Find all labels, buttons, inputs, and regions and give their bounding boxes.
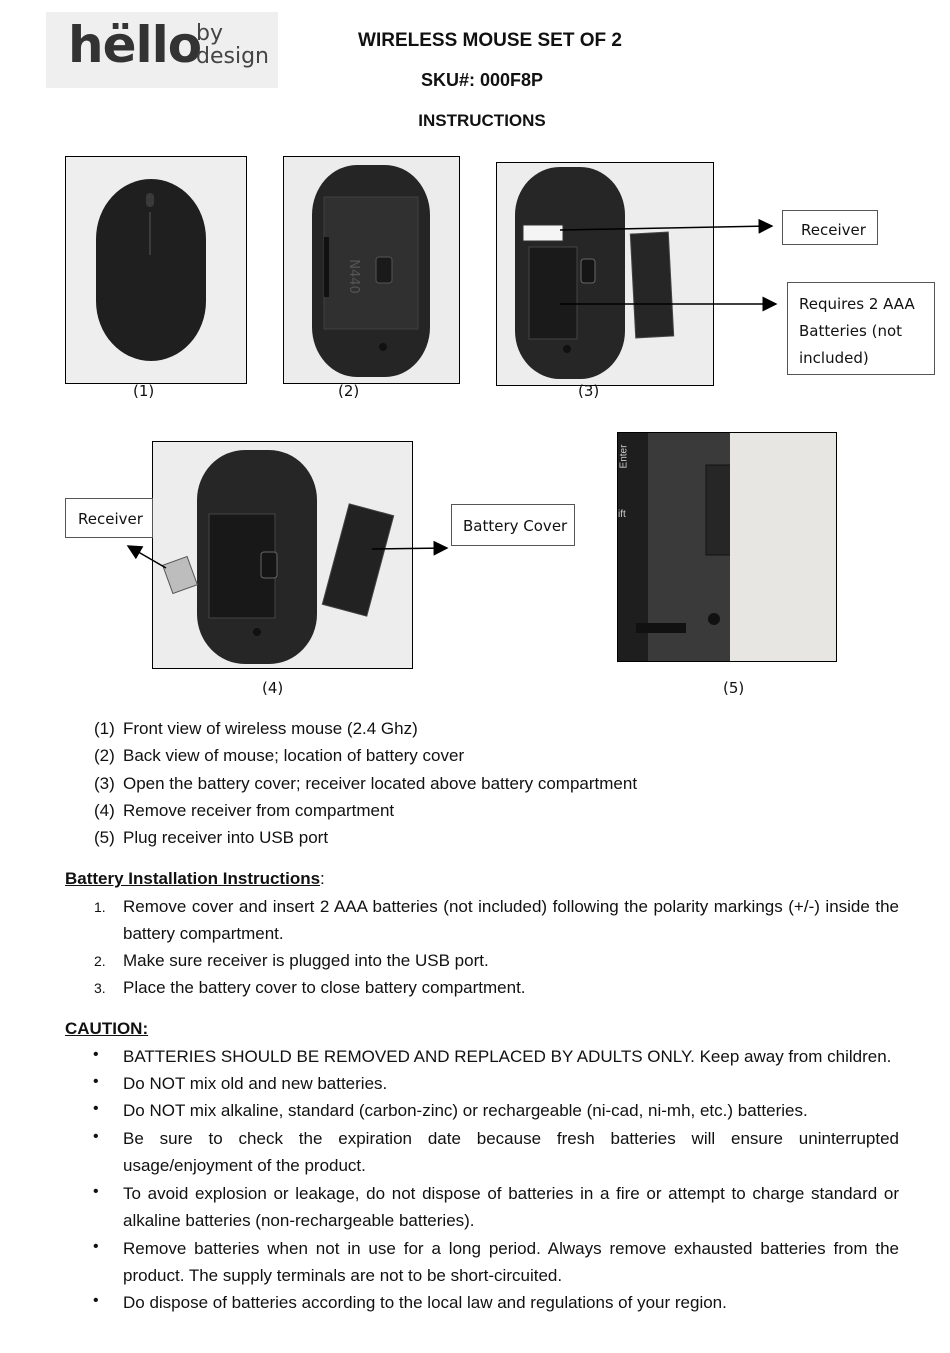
caution-item: Do NOT mix old and new batteries. xyxy=(123,1074,388,1093)
mouse-open-image xyxy=(497,163,713,385)
callout-battery-cover xyxy=(451,504,575,546)
figure-list-item xyxy=(0,824,950,851)
photo-remove-receiver xyxy=(152,441,413,669)
logo-wordmark: hëllo xyxy=(68,16,202,74)
caption-4: (4) xyxy=(262,679,284,697)
photo-usb-port xyxy=(617,432,837,662)
keyboard-key-enter: Enter xyxy=(618,444,630,469)
keyboard-key-shift: ift xyxy=(618,509,626,520)
callout-battery-cover-label: Battery Cover xyxy=(463,517,568,535)
step-text: Make sure receiver is plugged into the USB port. xyxy=(123,951,489,970)
instructions-heading: INSTRUCTIONS xyxy=(418,111,546,130)
caption-5: (5) xyxy=(723,679,745,697)
caution-item: Do NOT mix alkaline, standard (carbon-zinc) or rechargeable (ni-cad, ni-mh, etc.) batteries. xyxy=(123,1101,808,1120)
bullet-icon: • xyxy=(93,1128,99,1145)
logo-tagline: by design xyxy=(196,21,269,69)
figure-list-num: (3) xyxy=(94,774,115,793)
caption-1: (1) xyxy=(133,382,155,400)
mouse-front-image xyxy=(66,157,246,383)
callout-receiver-top-label: Receiver xyxy=(801,221,866,239)
laptop-usb-image xyxy=(618,433,836,661)
battery-section-heading xyxy=(65,869,325,889)
figure-list-text: Plug receiver into USB port xyxy=(123,828,329,847)
step-number: 3. xyxy=(94,980,106,996)
caution-item: To avoid explosion or leakage, do not dispose of batteries in a fire or attempt to charge standard or alkaline batteries (non-rechargeable batteries). xyxy=(123,1184,899,1230)
callout-batteries-label: Requires 2 AAA Batteries (not included) xyxy=(799,295,915,367)
figure-list-text: Open the battery cover; receiver located above battery compartment xyxy=(123,774,638,793)
bullet-icon: • xyxy=(93,1100,99,1117)
photo-front-view xyxy=(65,156,247,384)
step-number: 1. xyxy=(94,899,106,915)
bullet-icon: • xyxy=(93,1073,99,1090)
callout-receiver-left xyxy=(65,498,153,538)
brand-logo xyxy=(46,12,278,88)
bullet-icon: • xyxy=(93,1292,99,1309)
battery-section-colon: : xyxy=(320,869,325,888)
caption-3: (3) xyxy=(578,382,600,400)
figure-list-text: Front view of wireless mouse (2.4 Ghz) xyxy=(123,719,418,738)
document-title: WIRELESS MOUSE SET OF 2 xyxy=(358,30,622,51)
caution-heading: CAUTION: xyxy=(65,1019,149,1038)
figure-list-text: Remove receiver from compartment xyxy=(123,801,395,820)
figure-list-num: (1) xyxy=(94,719,115,738)
callout-receiver-top xyxy=(782,210,878,245)
figure-list-num: (5) xyxy=(94,828,115,847)
mouse-receiver-removed-image xyxy=(153,442,412,668)
figure-list-item xyxy=(0,770,950,797)
step-text: Place the battery cover to close battery compartment. xyxy=(123,978,526,997)
caution-item: Do dispose of batteries according to the local law and regulations of your region. xyxy=(123,1293,727,1312)
bullet-icon: • xyxy=(93,1238,99,1255)
figure-list-num: (4) xyxy=(94,801,115,820)
mouse-model-print: N440 xyxy=(345,259,361,294)
bullet-icon: • xyxy=(93,1183,99,1200)
figure-list-text: Back view of mouse; location of battery cover xyxy=(123,746,465,765)
photo-open-cover xyxy=(496,162,714,386)
figure-list-num: (2) xyxy=(94,746,115,765)
caution-item: Remove batteries when not in use for a long period. Always remove exhausted batteries from the product. The supply terminals are not to be short-circuited. xyxy=(123,1239,899,1285)
caution-item: BATTERIES SHOULD BE REMOVED AND REPLACED BY ADULTS ONLY. Keep away from children. xyxy=(123,1047,892,1066)
caution-item: Be sure to check the expiration date because fresh batteries will ensure uninterrupted usage/enjoyment of the product. xyxy=(123,1129,899,1175)
figure-list-item xyxy=(0,797,950,824)
step-text: Remove cover and insert 2 AAA batteries (not included) following the polarity markings (+/-) inside the battery compartment. xyxy=(123,897,899,943)
bullet-icon: • xyxy=(93,1046,99,1063)
battery-section-title: Battery Installation Instructions xyxy=(65,869,321,888)
figure-list-item xyxy=(0,715,950,742)
mouse-back-image xyxy=(284,157,459,383)
figure-list-item xyxy=(0,742,950,769)
caption-2: (2) xyxy=(338,382,360,400)
callout-receiver-left-label: Receiver xyxy=(78,510,143,528)
callout-batteries xyxy=(787,282,935,375)
sku-label: SKU#: 000F8P xyxy=(420,70,544,90)
photo-back-view xyxy=(283,156,460,384)
step-number: 2. xyxy=(94,953,106,969)
